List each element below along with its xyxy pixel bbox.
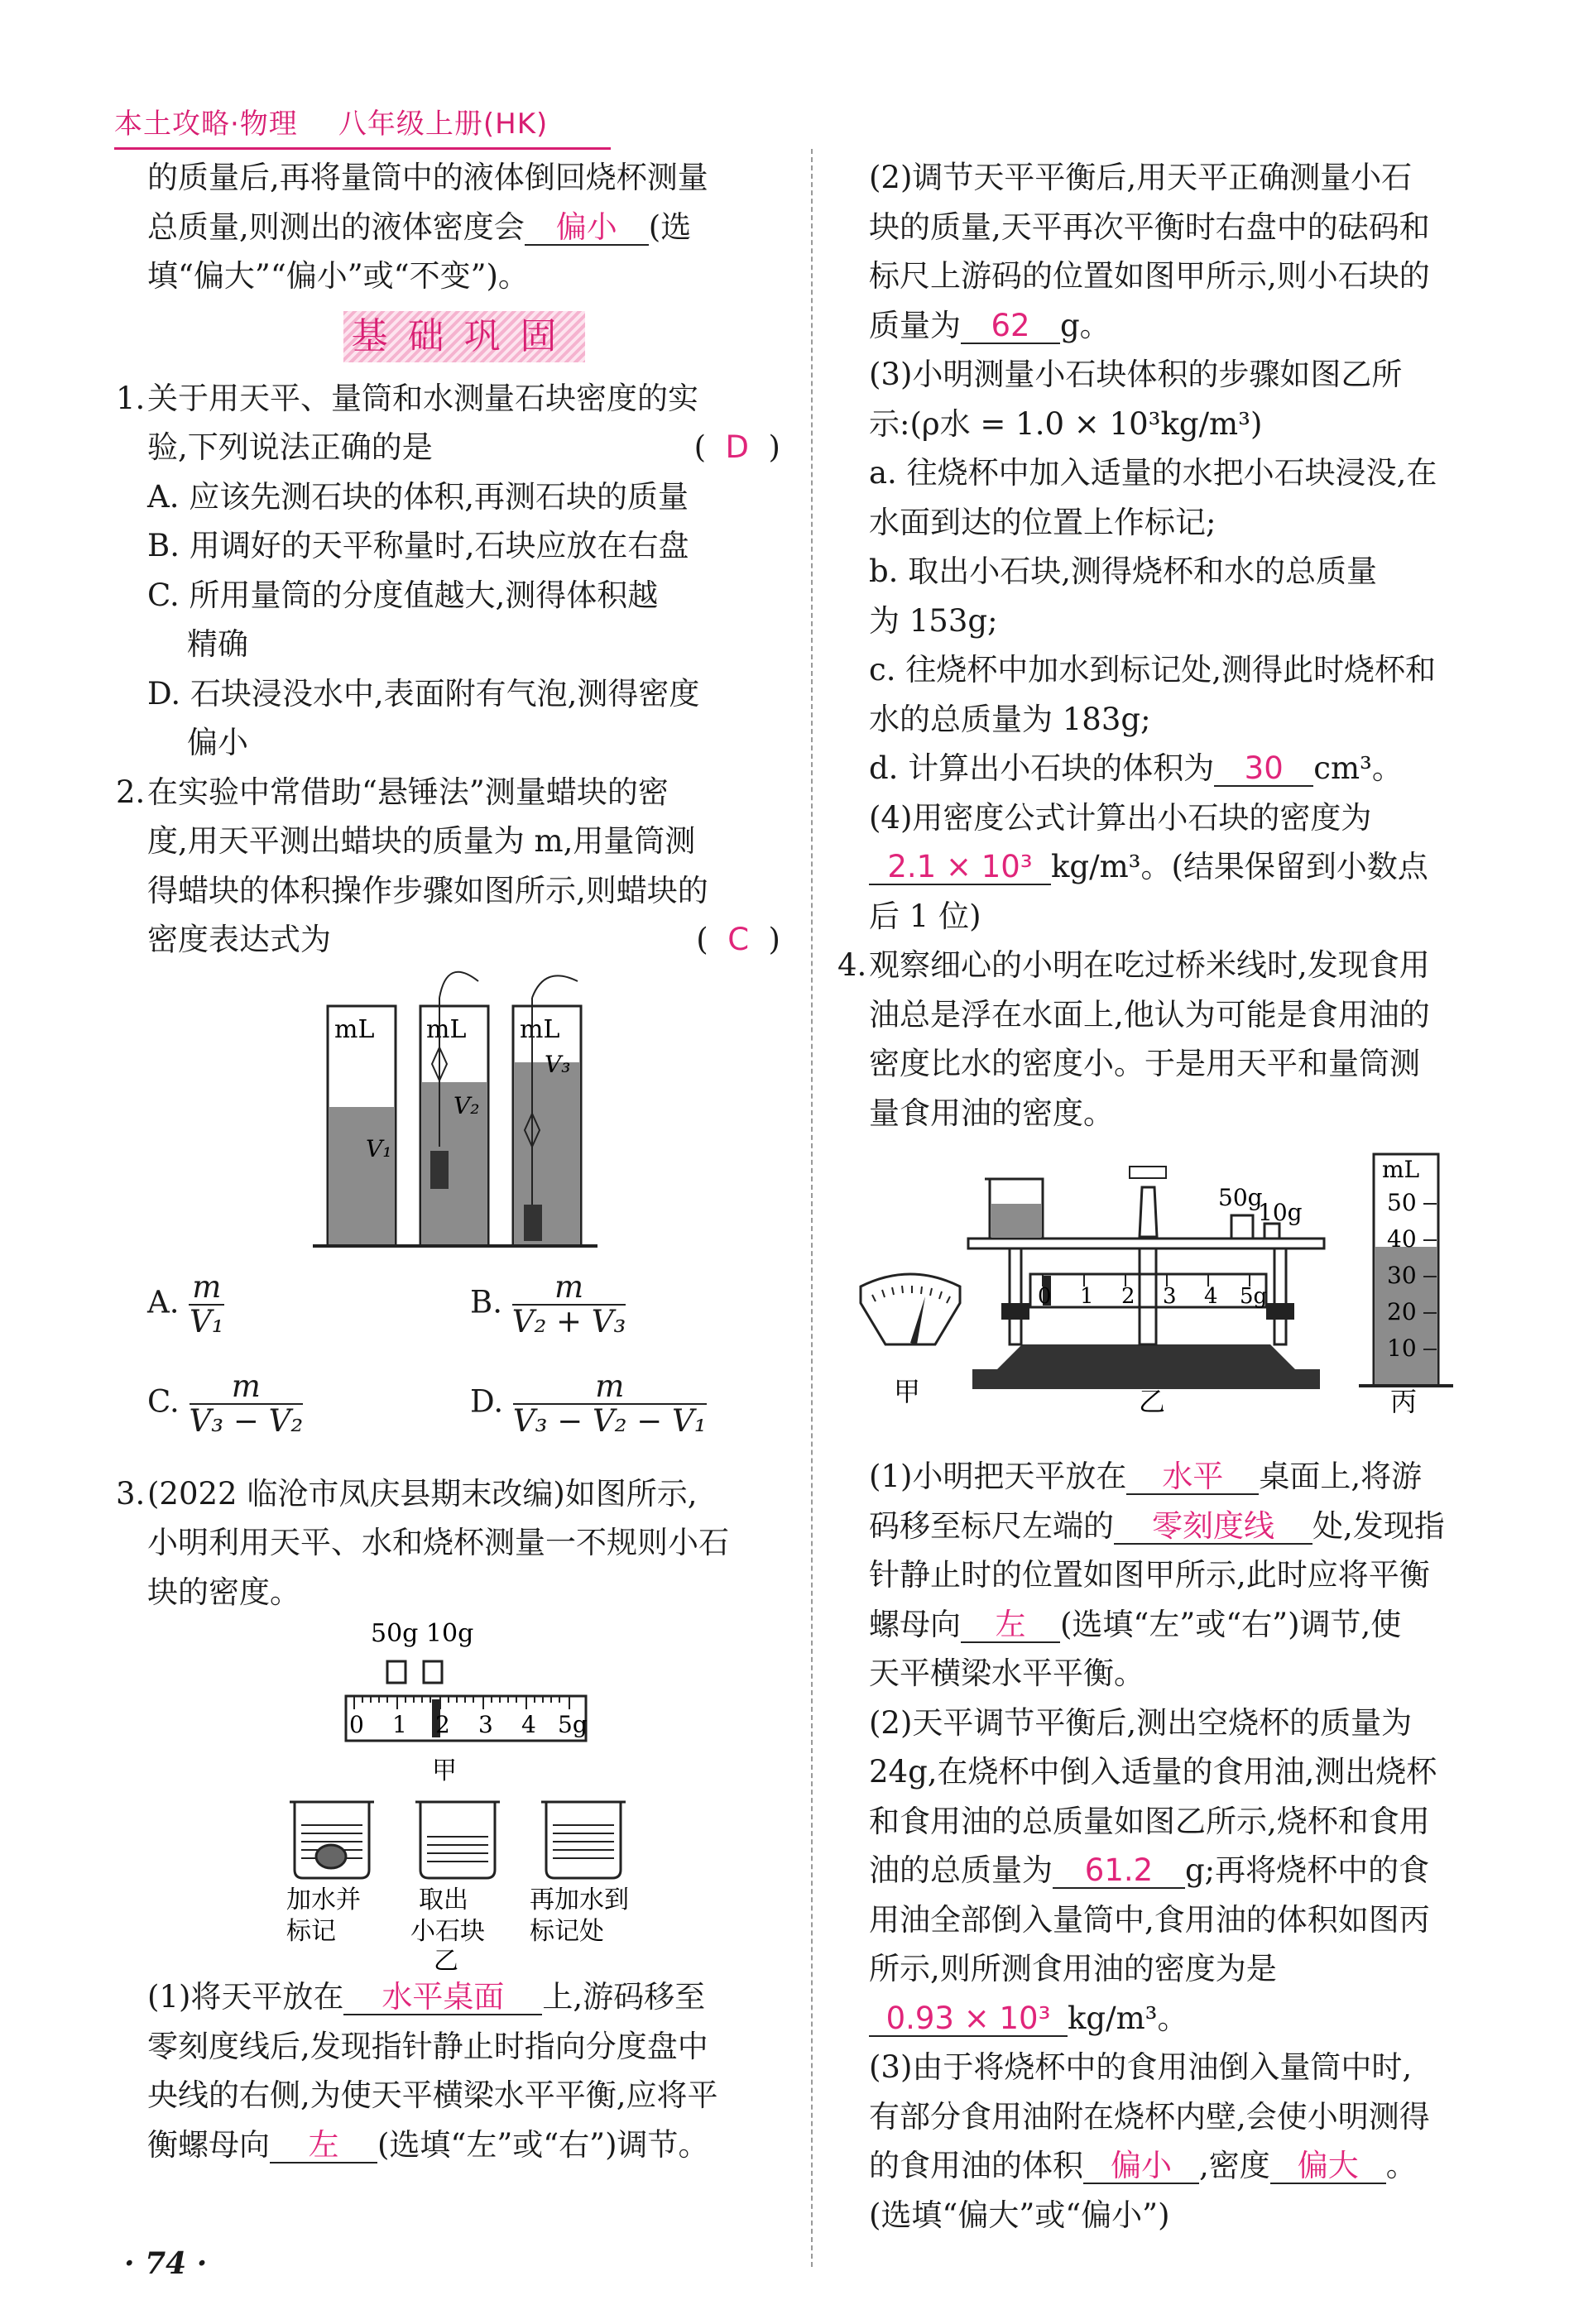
question-3 xyxy=(116,1469,780,2170)
q4-part1-line: 针静止时的位置如图甲所示,此时应将平衡 xyxy=(869,1557,1430,1593)
answer-blank: 0.93 × 10³ xyxy=(869,2002,1068,2037)
stem-line: 验,下列说法正确的是 ( D ) xyxy=(147,429,780,465)
v2-label: V₂ xyxy=(453,1091,480,1119)
intro-line-3: 填“偏大”“偏小”或“不变”)。 xyxy=(147,258,529,294)
header-grade: 八年级上册(HK) xyxy=(338,108,549,141)
svg-text:1: 1 xyxy=(392,1711,407,1738)
q3-part2-line1: (2)调节天平平衡后,用天平正确测量小石 xyxy=(869,160,1413,195)
svg-text:30: 30 xyxy=(1387,1262,1417,1289)
balance xyxy=(968,1167,1324,1417)
weight-10g: 10g xyxy=(1258,1199,1303,1226)
q3-part3-line: 水面到达的位置上作标记; xyxy=(869,504,1216,540)
q4-part3-line: (3)由于将烧杯中的食用油倒入量筒中时, xyxy=(869,2049,1413,2085)
oil-density-figure xyxy=(844,1138,1498,1452)
answer-blank: 30 xyxy=(1214,752,1313,787)
cyl-unit: mL xyxy=(334,1014,375,1044)
answer-blank: 偏小 xyxy=(1083,2149,1199,2184)
svg-text:0: 0 xyxy=(349,1711,364,1738)
beaker-2 xyxy=(415,1802,500,1878)
page-number: · 74 · xyxy=(124,2246,208,2281)
q3-part3-line: (3)小明测量小石块体积的步骤如图乙所 xyxy=(869,357,1403,392)
svg-text:小石块: 小石块 xyxy=(410,1917,485,1946)
q3-part3-line: d. 计算出小石块的体积为 30 cm³。 xyxy=(869,750,1403,786)
svg-text:4: 4 xyxy=(1204,1284,1218,1309)
svg-text:1: 1 xyxy=(1080,1284,1094,1309)
stem-line: 在实验中常借助“悬锤法”测量蜡块的密 xyxy=(147,774,669,810)
page-header xyxy=(114,101,611,147)
option-d-cont: 偏小 xyxy=(187,725,248,760)
q3-part4-line: 2.1 × 10³ kg/m³。(结果保留到小数点 xyxy=(869,842,1498,892)
choice-answer: D xyxy=(725,429,750,465)
q4-part3-line: (选填“偏大”或“偏小”) xyxy=(869,2197,1170,2233)
fig-caption-jia: 甲 xyxy=(894,1376,921,1407)
fig-caption-bing: 丙 xyxy=(1390,1386,1418,1417)
q3-part1-line1: (1)将天平放在 水平桌面 上,游码移至 xyxy=(147,1979,706,2015)
q3-part4-line: 后 1 位) xyxy=(869,898,981,934)
option-b: B. 用调好的天平称量时,石块应放在右盘 xyxy=(147,528,689,563)
balance-figure xyxy=(147,1617,780,1972)
answer-blank: 左 xyxy=(961,1608,1060,1643)
svg-text:mL: mL xyxy=(520,1014,560,1044)
answer-blank: 水平 xyxy=(1126,1460,1259,1495)
stem-line: 密度表达式为 ( C ) xyxy=(147,922,780,957)
cylinders-figure xyxy=(147,965,780,1263)
svg-text:0: 0 xyxy=(1038,1284,1052,1309)
question-4 xyxy=(837,941,1498,2240)
cylinder-1 xyxy=(313,1006,412,1246)
fig-caption-yi: 乙 xyxy=(434,1947,458,1972)
weights-label: 50g 10g xyxy=(371,1619,474,1648)
q3-part1-line4: 衡螺母向 左 (选填“左”或“右”)调节。 xyxy=(147,2126,709,2163)
stem-line: 块的密度。 xyxy=(147,1574,300,1610)
q3-part2-line4: 质量为 62 g。 xyxy=(869,307,1111,343)
option-c: C. 所用量筒的分度值越大,测得体积越 xyxy=(147,577,659,613)
q3-part3-line: 示:(ρ水 = 1.0 × 10³kg/m³) xyxy=(869,405,1263,442)
option-c: C. $\frac{m}{\text{V₃ − V₂}}$ xyxy=(147,1368,304,1439)
question-number: 4. xyxy=(837,947,867,983)
question-number: 1. xyxy=(116,380,146,416)
q4-part1-line: 码移至标尺左端的 零刻度线 处,发现指 xyxy=(869,1507,1445,1544)
option-a: A. $\frac{m}{\text{V₁}}$ xyxy=(147,1268,224,1339)
svg-text:20: 20 xyxy=(1387,1298,1417,1325)
question-2 xyxy=(116,768,780,1469)
answer-blank: 零刻度线 xyxy=(1114,1510,1312,1545)
q4-part2-line: 和食用油的总质量如图乙所示,烧杯和食用 xyxy=(869,1803,1430,1839)
question-1 xyxy=(116,374,780,768)
q3-part1-line2: 零刻度线后,发现指针静止时指向分度盘中 xyxy=(147,2028,708,2064)
svg-text:再加水到: 再加水到 xyxy=(530,1886,629,1914)
section-title: 基础巩固 xyxy=(147,311,780,369)
svg-text:加水并: 加水并 xyxy=(286,1886,361,1914)
q4-part3-line: 有部分食用油附在烧杯内壁,会使小明测得 xyxy=(869,2098,1430,2135)
stem-line: 密度比水的密度小。于是用天平和量筒测 xyxy=(869,1046,1420,1081)
right-column xyxy=(837,153,1498,2240)
header-title: 本土攻略·物理 xyxy=(114,108,298,141)
cylinder-2 xyxy=(405,971,505,1245)
answer-blank: 2.1 × 10³ xyxy=(869,851,1051,885)
svg-text:2: 2 xyxy=(435,1711,450,1738)
svg-text:4: 4 xyxy=(521,1711,536,1738)
option-a: A. 应该先测石块的体积,再测石块的质量 xyxy=(147,478,689,515)
header-underline xyxy=(114,147,611,150)
q4-part2-line: (2)天平调节平衡后,测出空烧杯的质量为 xyxy=(869,1704,1413,1741)
svg-text:3: 3 xyxy=(1163,1284,1177,1309)
answer-blank: 62 xyxy=(961,309,1060,344)
q4-part2-line: 油的总质量为 61.2 g;再将烧杯中的食 xyxy=(869,1852,1430,1888)
stem-line: 度,用天平测出蜡块的质量为 m,用量筒测 xyxy=(147,823,696,859)
question-number: 2. xyxy=(116,774,146,810)
svg-text:mL: mL xyxy=(426,1014,467,1044)
stem-line: 得蜡块的体积操作步骤如图所示,则蜡块的 xyxy=(147,872,708,908)
weight-50g: 50g xyxy=(1218,1184,1263,1211)
options-ab xyxy=(147,1268,780,1370)
column-divider xyxy=(811,149,813,2267)
option-b: B. $\frac{m}{\text{V₂ + V₃}}$ xyxy=(470,1268,626,1339)
answer-blank: 偏小 xyxy=(525,211,649,246)
pointer-dial xyxy=(861,1274,960,1407)
q4-part2-line: 所示,则所测食用油的密度为是 xyxy=(869,1951,1277,1986)
q3-part3-line: c. 往烧杯中加水到标记处,测得此时烧杯和 xyxy=(869,652,1437,688)
q4-part1-line: (1)小明把天平放在 水平 桌面上,将游 xyxy=(869,1459,1423,1494)
q3-part3-line: a. 往烧杯中加入适量的水把小石块浸没,在 xyxy=(869,455,1437,491)
q3-part3-line: 为 153g; xyxy=(869,602,998,639)
fig-caption-yi: 乙 xyxy=(1139,1386,1166,1417)
intro-line-2: 总质量,则测出的液体密度会 偏小 (选 xyxy=(147,208,692,245)
q4-part1-line: 螺母向 左 (选填“左”或“右”)调节,使 xyxy=(869,1606,1402,1642)
stem-line: (2022 临沧市凤庆县期末改编)如图所示, xyxy=(147,1475,698,1512)
svg-text:标记处: 标记处 xyxy=(530,1917,604,1946)
q3-part1-line3: 央线的右侧,为使天平横梁水平平衡,应将平 xyxy=(147,2077,718,2113)
beaker-3 xyxy=(541,1802,626,1878)
fig-caption-jia: 甲 xyxy=(432,1756,457,1785)
intro-line-1: 的质量后,再将量筒中的液体倒回烧杯测量 xyxy=(147,160,708,195)
q3-part3-line: b. 取出小石块,测得烧杯和水的总质量 xyxy=(869,553,1377,589)
q4-part2-line: 0.93 × 10³ kg/m³。 xyxy=(869,1994,1498,2044)
v1-label: V₁ xyxy=(366,1134,392,1162)
q4-part2-line: 24g,在烧杯中倒入适量的食用油,测出烧杯 xyxy=(869,1754,1437,1790)
stem-line: 量食用油的密度。 xyxy=(869,1095,1114,1131)
svg-text:5g: 5g xyxy=(1240,1284,1268,1309)
answer-blank: 61.2 xyxy=(1053,1854,1185,1889)
cyl-unit: mL xyxy=(1382,1156,1420,1183)
svg-text:5g: 5g xyxy=(558,1711,588,1738)
q3-part4-line: (4)用密度公式计算出小石块的密度为 xyxy=(869,799,1372,836)
svg-text:标记: 标记 xyxy=(286,1917,336,1946)
option-d: D. 石块浸没水中,表面附有气泡,测得密度 xyxy=(147,675,700,712)
svg-text:3: 3 xyxy=(478,1711,493,1738)
svg-text:2: 2 xyxy=(1121,1284,1135,1309)
answer-blank: 水平桌面 xyxy=(343,1981,542,2015)
v3-label: V₃ xyxy=(545,1050,571,1078)
cylinder-3 xyxy=(498,975,597,1246)
svg-text:取出: 取出 xyxy=(419,1886,468,1914)
svg-text:10: 10 xyxy=(1387,1335,1417,1362)
stem-line: 观察细心的小明在吃过桥米线时,发现食用 xyxy=(869,947,1430,983)
option-c-cont: 精确 xyxy=(187,626,248,662)
q3-part2-line3: 标尺上游码的位置如图甲所示,则小石块的 xyxy=(869,258,1430,294)
q4-part2-line: 用油全部倒入量筒中,食用油的体积如图丙 xyxy=(869,1901,1430,1938)
question-number: 3. xyxy=(116,1475,146,1512)
svg-text:50: 50 xyxy=(1387,1189,1417,1216)
q4-part1-line: 天平横梁水平平衡。 xyxy=(869,1656,1145,1691)
stem-line: 油总是浮在水面上,他认为可能是食用油的 xyxy=(869,996,1430,1033)
answer-blank: 左 xyxy=(270,2129,377,2163)
svg-text:40: 40 xyxy=(1387,1225,1417,1253)
answer-blank: 偏大 xyxy=(1270,2149,1386,2184)
scale-ticks xyxy=(354,1696,569,1709)
q3-part3-line: 水的总质量为 183g; xyxy=(869,701,1151,737)
q4-part3-line: 的食用油的体积 偏小 ,密度 偏大 。 xyxy=(869,2148,1417,2183)
beaker-1 xyxy=(290,1802,374,1878)
options-cd xyxy=(147,1370,780,1469)
choice-answer: C xyxy=(727,922,750,957)
left-column xyxy=(116,153,780,2169)
q3-part2-line2: 块的质量,天平再次平衡时右盘中的砝码和 xyxy=(869,208,1430,245)
stem-line: 关于用天平、量筒和水测量石块密度的实 xyxy=(147,380,698,416)
option-d: D. $\frac{m}{\text{V₃ − V₂ − V₁}}$ xyxy=(470,1368,707,1439)
measuring-cylinder xyxy=(1359,1154,1453,1417)
stem-line: 小明利用天平、水和烧杯测量一不规则小石 xyxy=(147,1525,729,1560)
